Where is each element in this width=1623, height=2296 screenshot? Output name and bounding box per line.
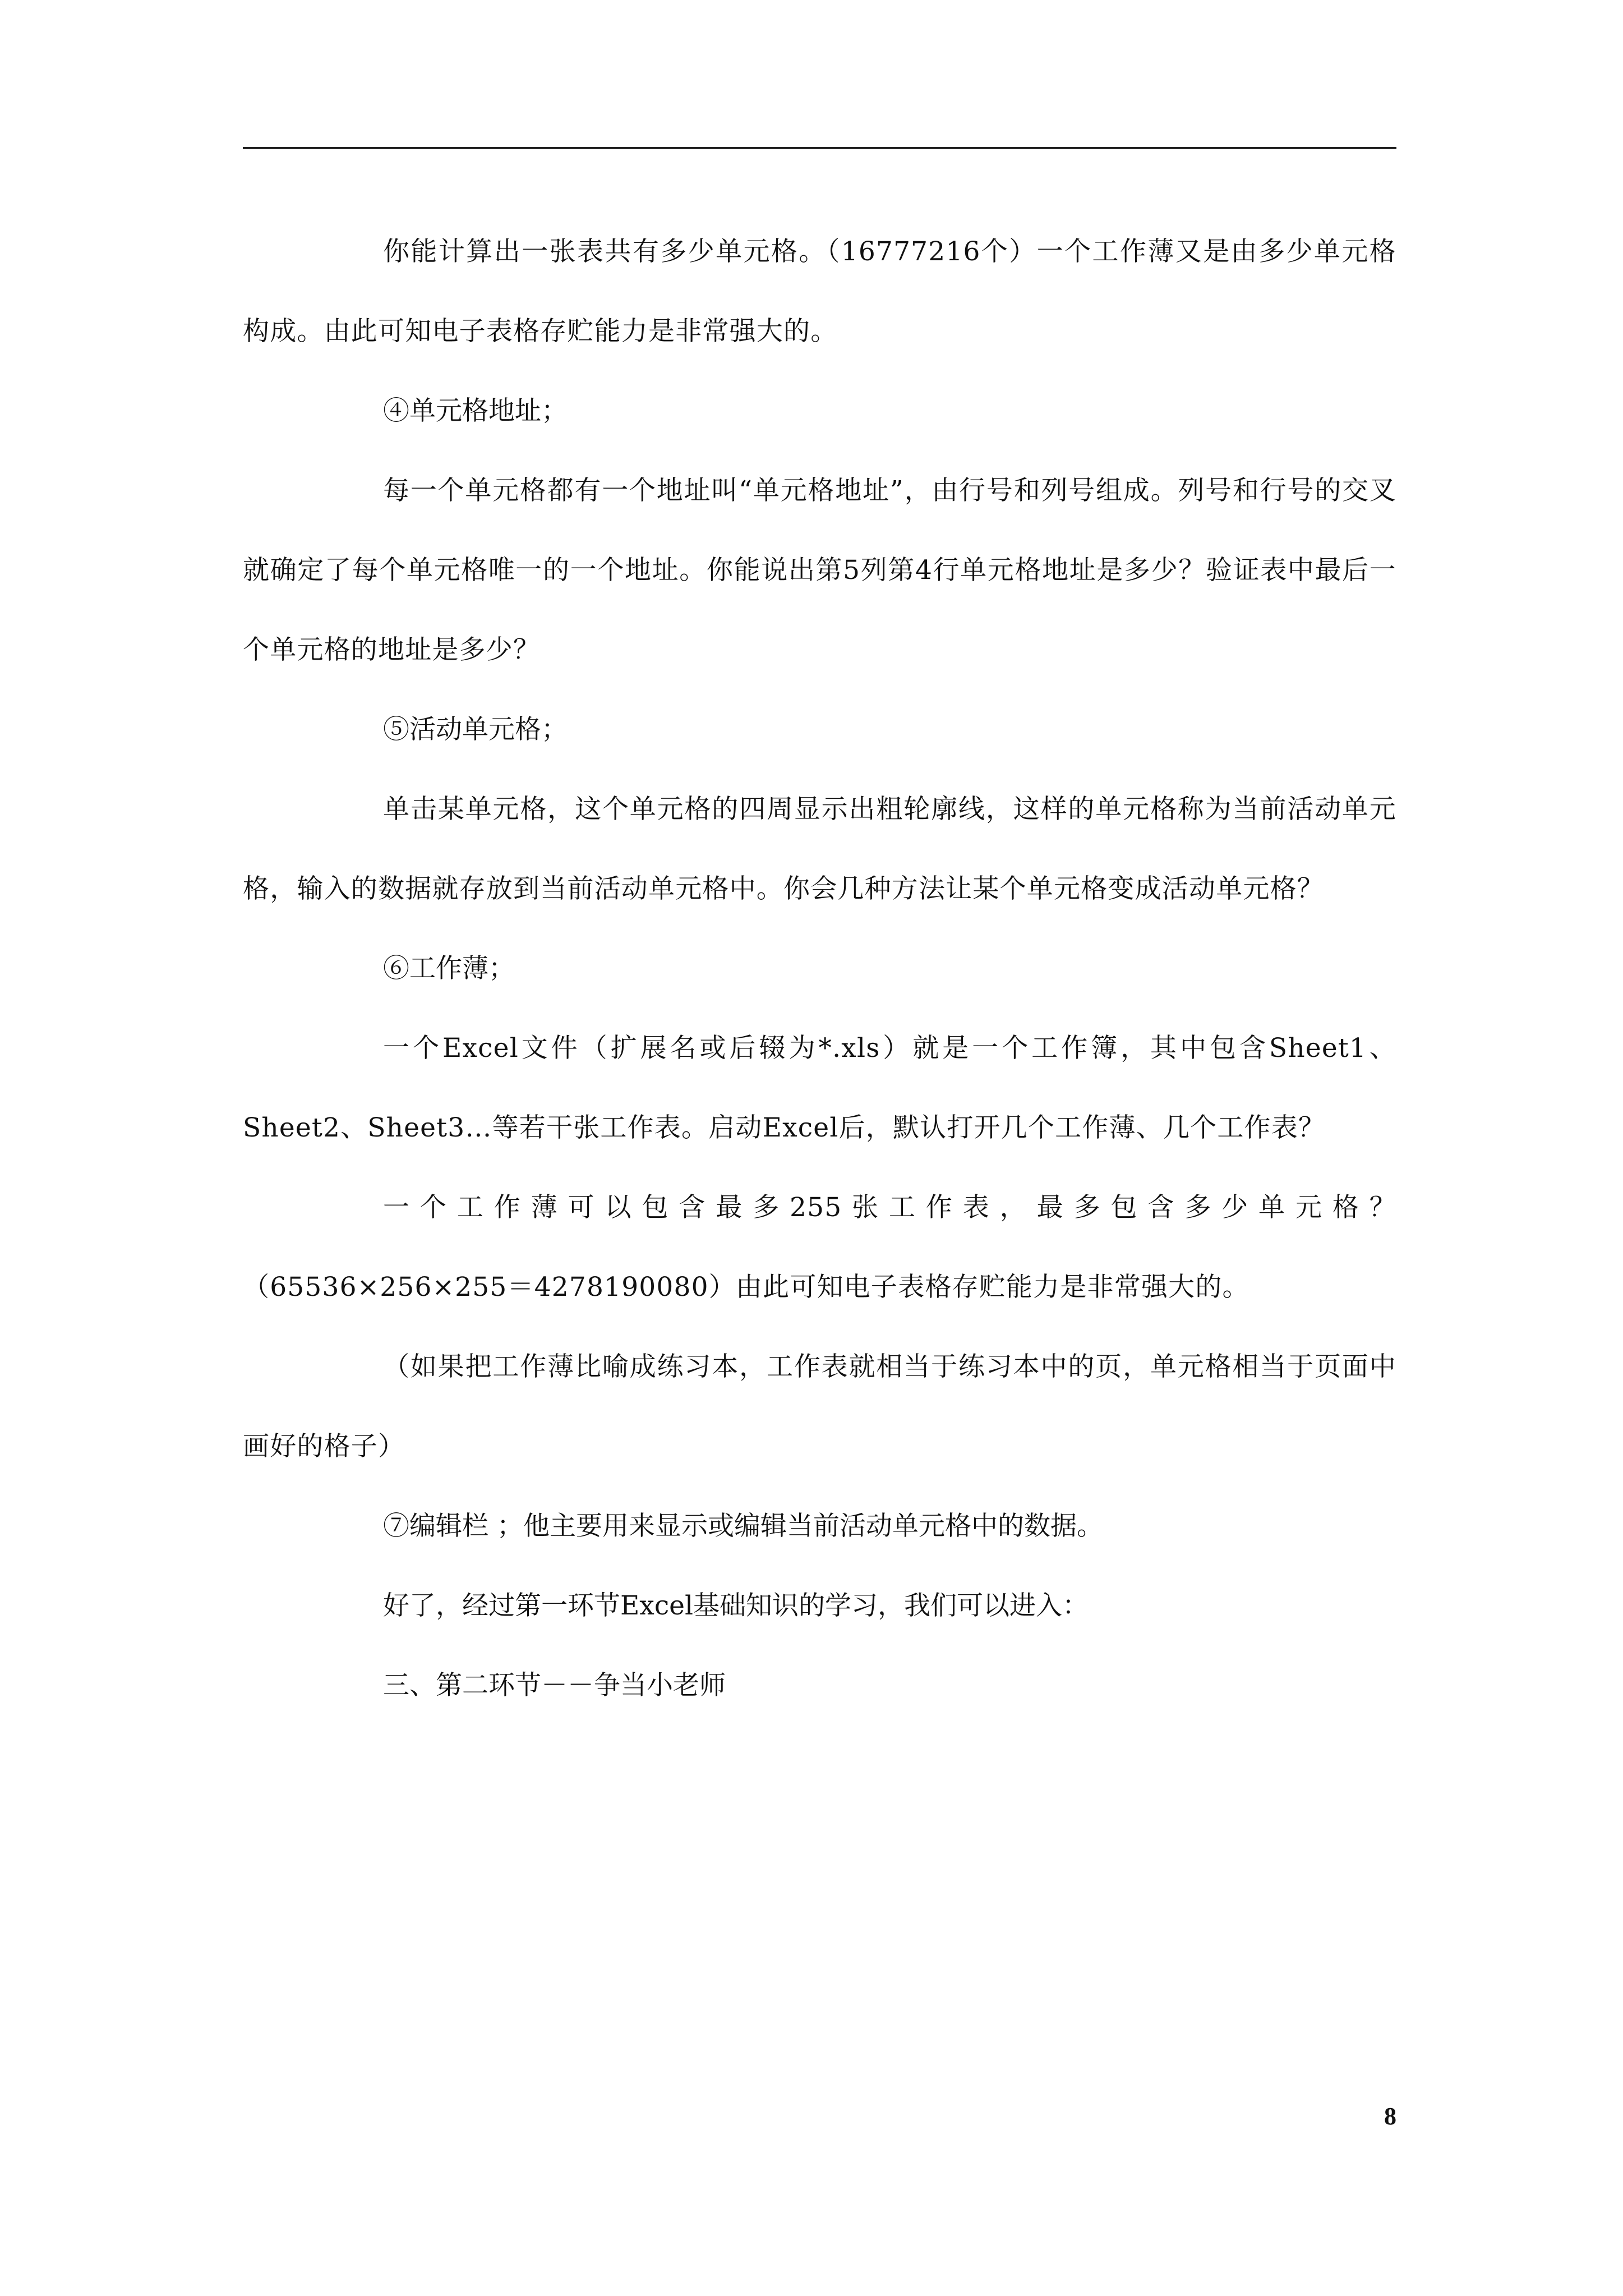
page-number: 8 [1384, 2102, 1396, 2130]
paragraph-cell-count: 你能计算出一张表共有多少单元格。（16777216个）一个工作薄又是由多少单元格构成。由此可知电子表格存贮能力是非常强大的。 [243, 236, 1396, 347]
paragraph-active-cell: 单击某单元格，这个单元格的四周显示出粗轮廓线，这样的单元格称为当前活动单元格，输入的数据就存放到当前活动单元格中。你会几种方法让某个单元格变成活动单元格？ [243, 794, 1396, 904]
paragraph-workbook: 一个Excel文件（扩展名或后辍为*.xls）就是一个工作簿，其中包含Sheet1、Sheet2、Sheet3…等若干张工作表。启动Excel后，默认打开几个工作薄、几个工作表？ [243, 1033, 1396, 1143]
document-body [243, 212, 1396, 1726]
paragraph-transition: 好了，经过第一环节Excel基础知识的学习，我们可以进入： [383, 1590, 1089, 1621]
paragraph-analogy: （如果把工作薄比喻成练习本，工作表就相当于练习本中的页，单元格相当于页面中画好的格子） [243, 1351, 1396, 1462]
heading-active-cell: ⑤活动单元格； [383, 714, 568, 745]
paragraph-cell-address: 每一个单元格都有一个地址叫“单元格地址”，由行号和列号组成。列号和行号的交叉就确定了每个单元格唯一的一个地址。你能说出第5列第4行单元格地址是多少？验证表中最后一个单元格的地址是多少？ [243, 475, 1396, 665]
paragraph-workbook-capacity: 一个工作薄可以包含最多255张工作表，最多包含多少单元格？（65536×256×255＝4278190080）由此可知电子表格存贮能力是非常强大的。 [243, 1192, 1396, 1303]
paragraph-formula-bar: ⑦编辑栏 ；他主要用来显示或编辑当前活动单元格中的数据。 [383, 1511, 1103, 1542]
heading-workbook: ⑥工作薄； [383, 953, 515, 984]
header-rule [243, 147, 1396, 149]
section-heading-second-stage: 三、第二环节－－争当小老师 [383, 1670, 726, 1701]
heading-cell-address: ④单元格地址； [383, 395, 568, 426]
